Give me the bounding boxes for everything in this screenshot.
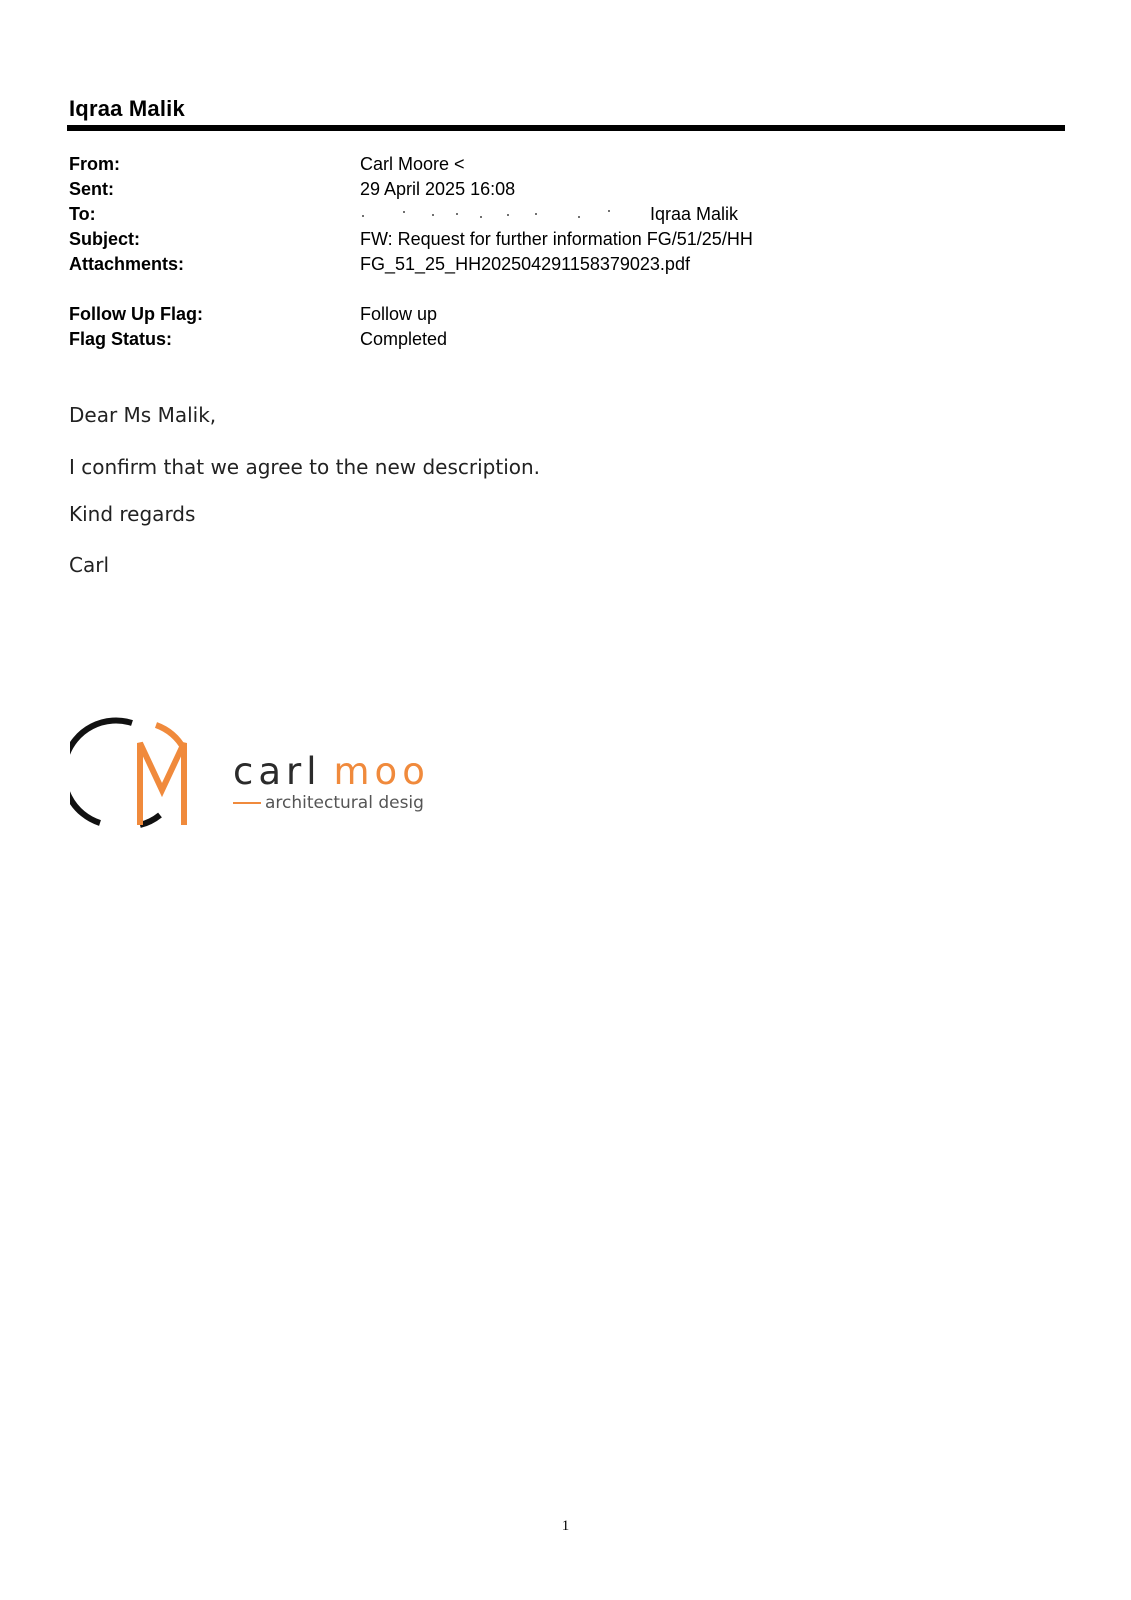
follow-up-row [69,302,447,327]
subject-value: FW: Request for further information FG/51/25/HH [360,229,753,249]
sent-value: 29 April 2025 16:08 [360,179,516,199]
follow-up-value: Follow up [360,304,438,324]
subject-row [69,227,753,252]
to-label: To: [69,204,96,224]
subject-label: Subject: [69,229,141,249]
email-header-fields [69,152,753,277]
header-divider [67,125,1065,131]
attachment-filename[interactable]: FG_51_25_HH202504291158379023.pdf [360,254,690,274]
mailbox-owner-name: Iqraa Malik [69,96,185,121]
attachments-row [69,252,753,277]
email-flag-fields [69,302,447,352]
logo-wordmark [233,750,430,793]
to-row [69,202,753,227]
email-closing: Kind regards [69,502,196,526]
logo-word-carl: carl [233,750,322,793]
tagline-dash [233,802,261,804]
from-value: Carl Moore < [360,154,465,174]
flag-status-label: Flag Status: [69,329,173,349]
email-greeting: Dear Ms Malik, [69,403,217,427]
flag-status-row [69,327,447,352]
sent-row [69,177,753,202]
logo-word-moo: moo [333,750,430,793]
from-label: From: [69,154,120,174]
sent-label: Sent: [69,179,114,199]
from-row [69,152,753,177]
email-signoff: Carl [69,553,109,577]
cm-monogram-icon [70,715,240,830]
attachments-label: Attachments: [69,254,185,274]
redacted-recipients [360,202,650,212]
logo-tagline-text: architectural desig [265,793,424,813]
company-logo [70,715,440,830]
to-value-wrapper [360,202,738,227]
flag-status-value: Completed [360,329,448,349]
follow-up-label: Follow Up Flag: [69,304,203,324]
logo-tagline [233,793,424,813]
to-value: Iqraa Malik [650,204,739,224]
email-body-line: I confirm that we agree to the new description. [69,455,541,479]
page-number: 1 [561,1518,570,1534]
